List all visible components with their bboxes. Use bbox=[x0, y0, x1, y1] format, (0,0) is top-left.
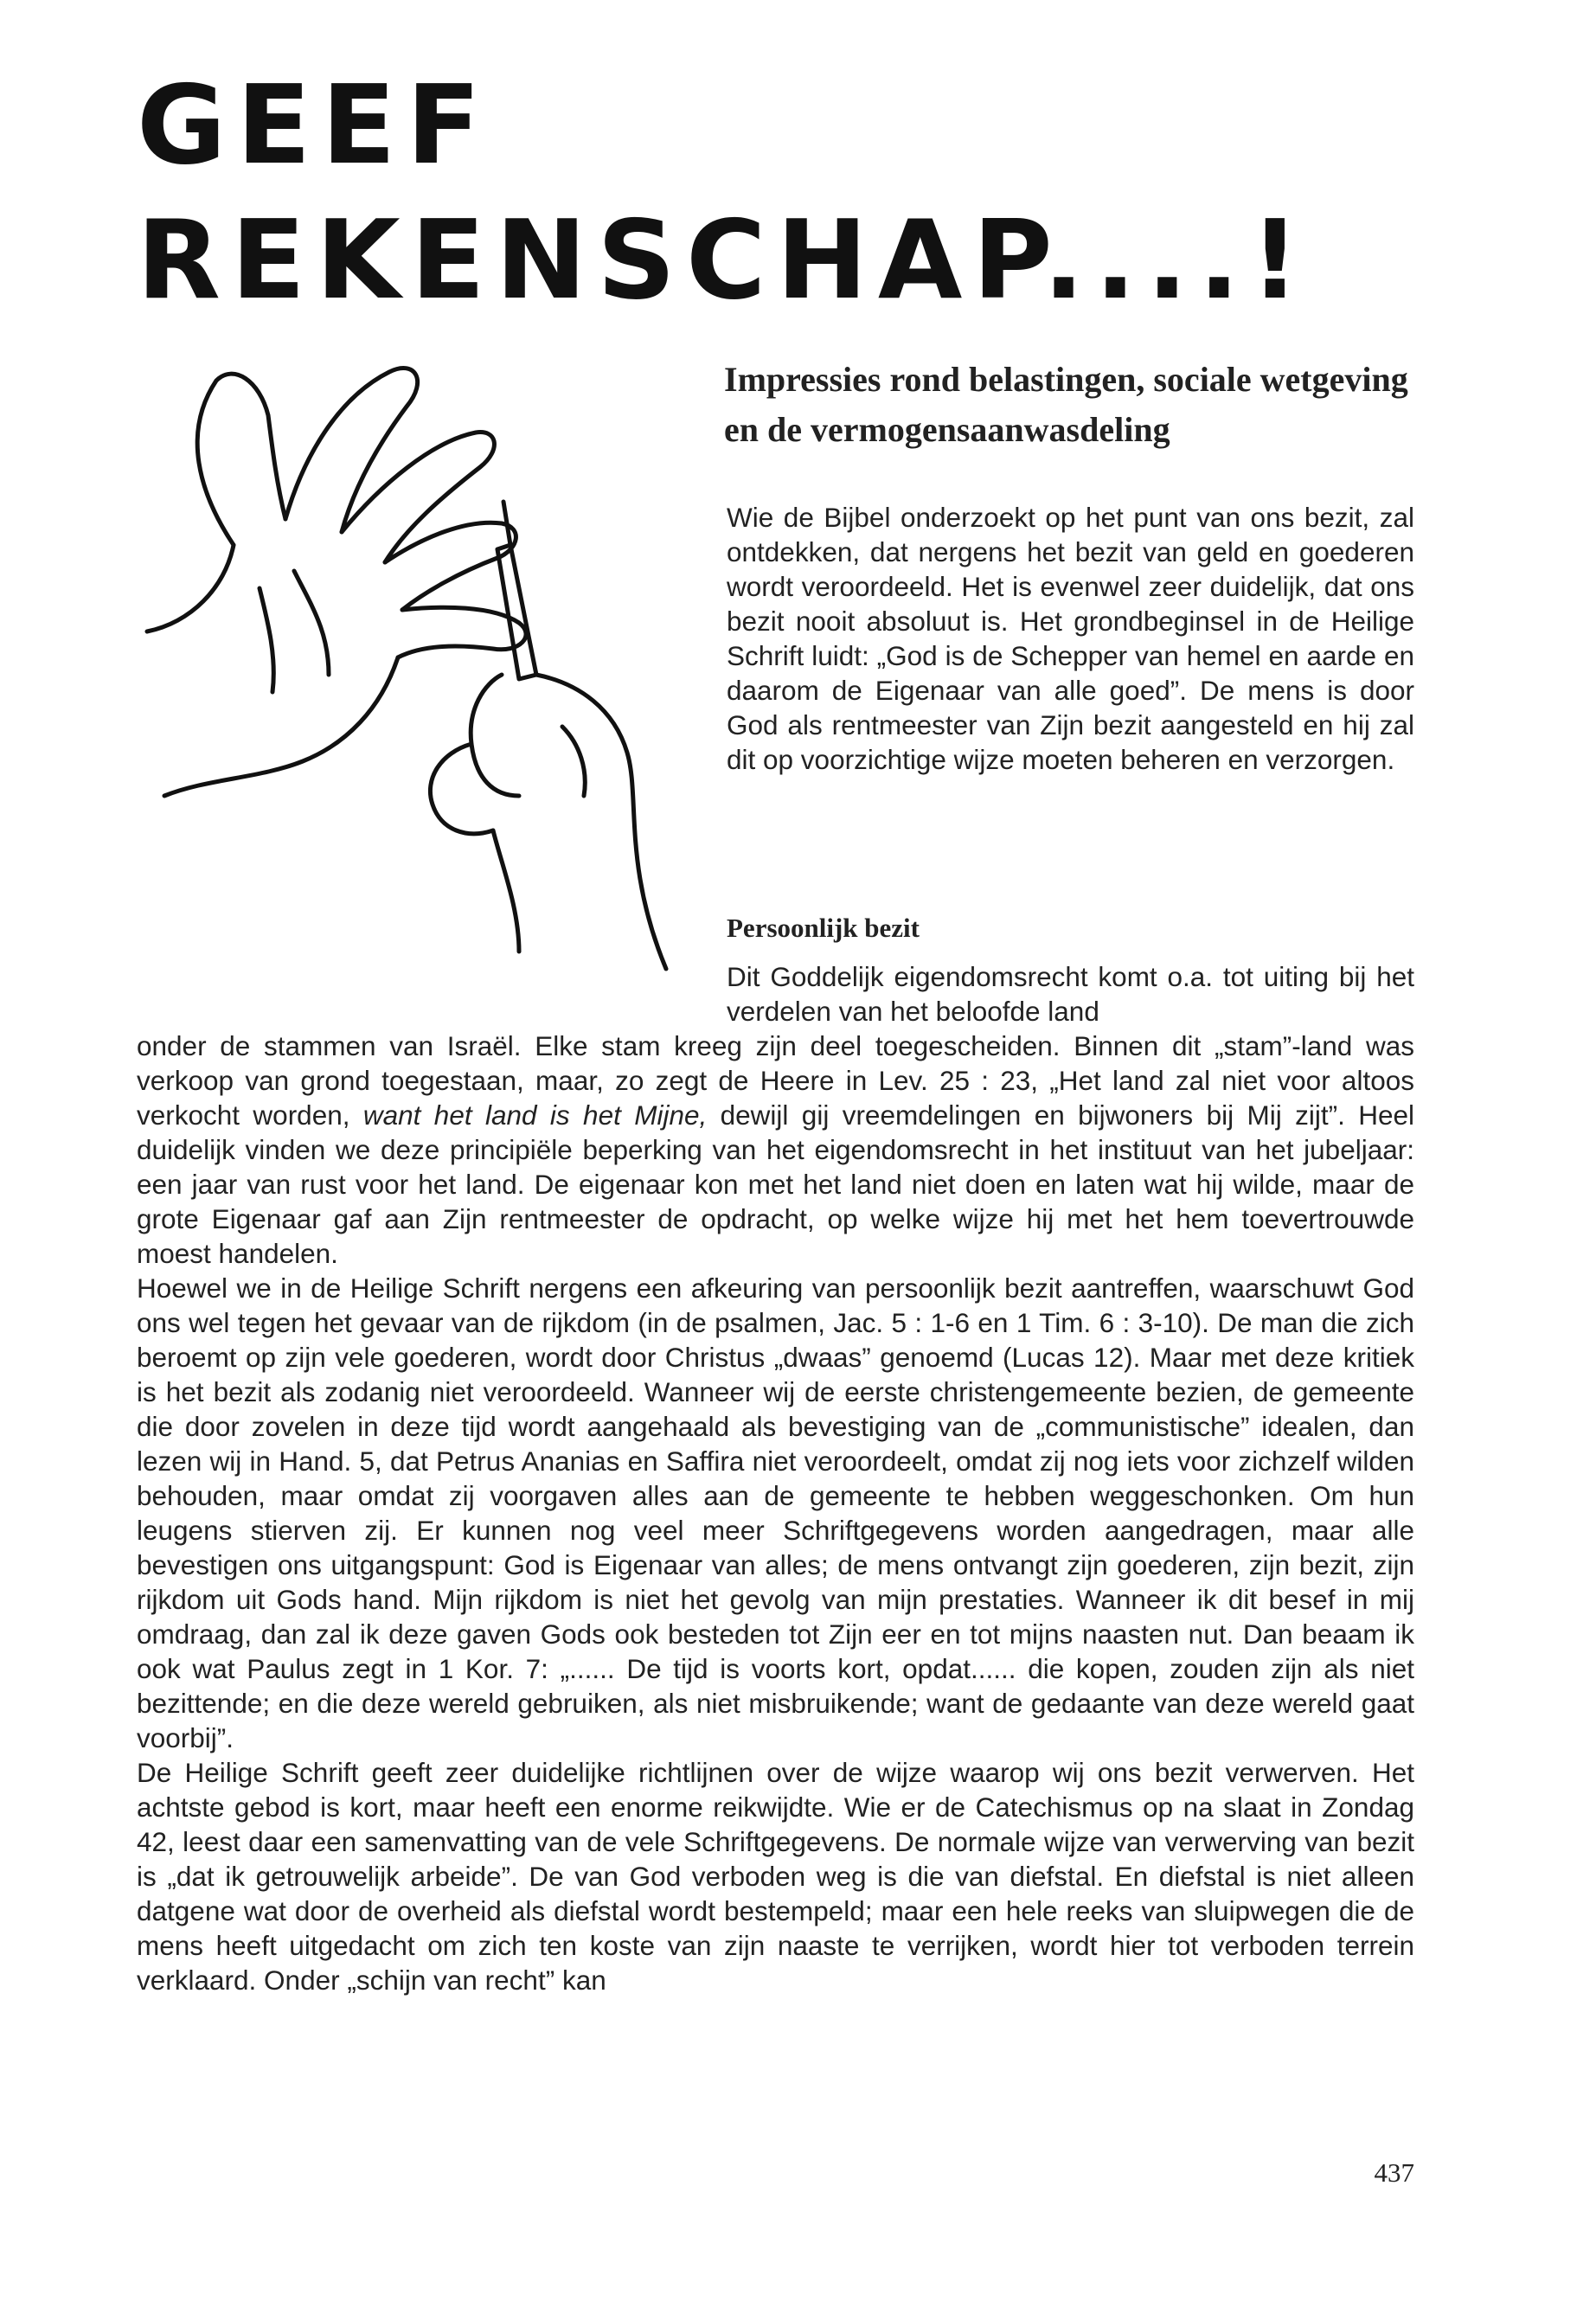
section-heading: Persoonlijk bezit bbox=[727, 913, 920, 943]
intro-paragraph: Wie de Bijbel onderzoekt op het punt van ons bezit, zal ontdekken, dat nergens het bezit van geld en goederen wordt veroordeeld. Het is evenwel zeer duidelijk, dat ons bezit nooit absoluut is. Het grondbeginsel in de Heilige Schrift luidt: „God is de Schepper van hemel en aarde en daarom de Eigenaar van alle goed”. De mens is door God als rentmeester van Zijn bezit aangesteld en hij zal dit op voorzichtige wijze moeten beheren en verzorgen. bbox=[727, 502, 1414, 775]
hand-holding-pencil-illustration bbox=[130, 346, 718, 986]
main-text bbox=[137, 1029, 1414, 1997]
paragraph-1-text-b: dewijl gij vreemdelingen en bijwoners bij Mij zijt”. Heel duidelijk vinden we deze principiële beperking van het eigendomsrecht in het instituut van het jubeljaar: een jaar van rust voor het land. De eigenaar kon met het land niet doen en laten wat hij wilde, maar de grote Eigenaar gaf aan Zijn rentmeester de opdracht, op welke wijze hij met het hem toevertrouwde moest handelen. bbox=[137, 1099, 1414, 1269]
paragraph-1-italic: want het land is het Mijne, bbox=[362, 1099, 708, 1131]
page-number: 437 bbox=[1374, 2157, 1414, 2188]
paragraph-1-text-a: onder de stammen van Israël. Elke stam kreeg zijn deel toegescheiden. Binnen dit „stam”-land was verkoop van grond toegestaan, maar, zo zegt de Heere in Lev. 25 : 23, „Het land zal niet voor altoos verkocht worden, bbox=[137, 1030, 1414, 1131]
paragraph-2: Hoewel we in de Heilige Schrift nergens een afkeuring van persoonlijk bezit aantreffen, waarschuwt God ons wel tegen het gevaar van de rijkdom (in de psalmen, Jac. 5 : 1-6 en 1 Tim. 6 : 3-10). De man die zich beroemt op zijn vele goederen, wordt door Christus „dwaas” genoemd (Lucas 12). Maar met deze kritiek is het bezit als zodanig niet veroordeeld. Wanneer wij de eerste christengemeente bezien, de gemeente die door zovelen in deze tijd wordt aangehaald als bevestiging van de „communistische” idealen, dan lezen wij in Hand. 5, dat Petrus Ananias en Saffira niet veroordeelt, omdat zij nog iets voor zichzelf wilden behouden, maar omdat zij voorgaven alles aan de gemeente te hebben weggeschonken. Om hun leugens stierven zij. Er kunnen nog veel meer Schriftgegevens worden aangedragen, maar alle bevestigen ons uitgangspunt: God is Eigenaar van alles; de mens ontvangt zijn goederen, zijn bezit, zijn rijkdom uit Gods hand. Mijn rijkdom is niet het gevolg van mijn prestaties. Wanneer ik dit besef in mij omdraag, dan zal ik deze gaven Gods ook besteden tot Zijn eer en tot mijns naasten nut. Dan beaam ik ook wat Paulus zegt in 1 Kor. 7: „...... De tijd is voorts kort, opdat...... die kopen, zouden zijn als niet bezittende; en die deze wereld gebruiken, als niet misbruikende; want de gedaante van deze wereld gaat voorbij”. bbox=[137, 1272, 1414, 1753]
paragraph-1-start: Dit Goddelijk eigendomsrecht komt o.a. tot uiting bij het verdelen van het beloofde land bbox=[727, 961, 1414, 1027]
title-line-1: GEEF bbox=[137, 61, 491, 189]
paragraph-1-continued bbox=[137, 1029, 1414, 1271]
paragraph-3: De Heilige Schrift geeft zeer duidelijke richtlijnen over de wijze waarop wij ons bezit verwerven. Het achtste gebod is kort, maar heeft een enorme reikwijdte. Wie er de Catechismus op na slaat in Zondag 42, leest daar een samenvatting van de vele Schriftgegevens. De normale wijze van verwerving van bezit is „dat ik getrouwelijk arbeide”. De van God verboden weg is die van diefstal. En diefstal is niet alleen datgene wat door de overheid als diefstal wordt bestempeld; maar een hele reeks van sluipwegen die de mens heeft uitgedacht om zich ten koste van zijn naaste te verrijken, wordt hier tot verboden terrein verklaard. Onder „schijn van recht” kan bbox=[137, 1757, 1414, 1996]
title-line-2: REKENSCHAP....! bbox=[137, 196, 1311, 324]
subtitle: Impressies rond belastingen, sociale wetgeving en de vermogensaanwasdeling bbox=[724, 360, 1408, 449]
